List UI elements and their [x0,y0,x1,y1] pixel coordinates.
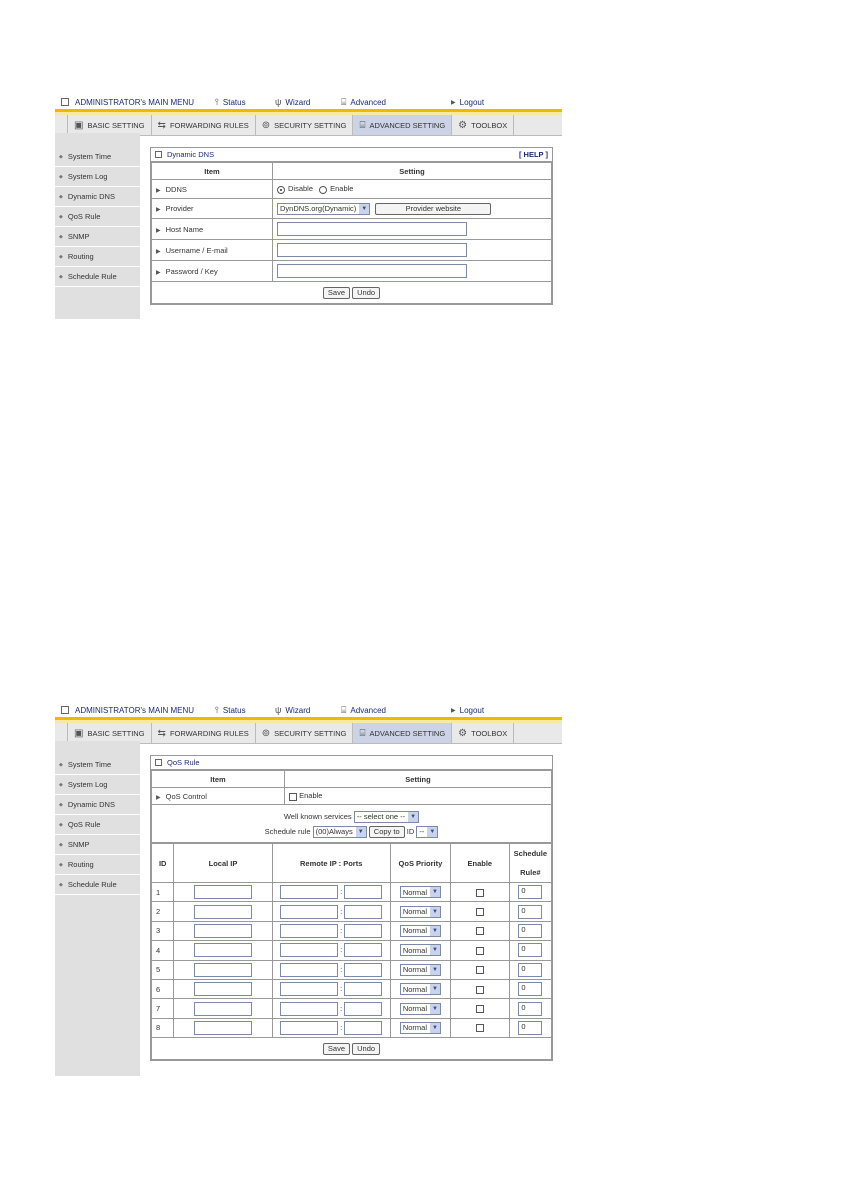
tab-security-setting[interactable]: ⊚ SECURITY SETTING [256,723,354,743]
local-ip-input[interactable] [194,905,252,919]
sidebar-item-system-log[interactable]: ◆ System Log [55,167,140,187]
port-separator: : [340,906,343,916]
save-button[interactable]: Save [323,287,350,299]
chevron-down-icon: ▼ [359,204,369,214]
local-ip-input[interactable] [194,1002,252,1016]
status-link[interactable]: ⫯ Status [215,704,246,715]
table-row [152,999,552,1018]
bullet-icon: ◆ [59,821,63,828]
column-header-item: Item [152,163,273,180]
remote-ip-input[interactable] [280,1021,338,1035]
bullet-icon: ◆ [59,781,63,788]
arrow-right-icon: ▶ [156,207,161,213]
main-menu-link[interactable]: ADMINISTRATOR's MAIN MENU [55,706,215,715]
well-known-services-select[interactable]: -- select one -- ▼ [354,811,419,823]
ddns-enable-radio[interactable]: Enable [319,184,353,193]
chevron-down-icon: ▼ [430,887,440,897]
sidebar-item-routing[interactable]: ◆ Routing [55,247,140,267]
qos-priority-select[interactable]: Normal ▼ [400,944,441,956]
column-header-setting: Setting [273,163,552,180]
arrow-right-icon: ▶ [451,707,456,714]
chevron-down-icon: ▼ [430,945,440,955]
column-header-item: Item [152,771,285,788]
qos-control-table [151,770,552,843]
panel-header [151,148,552,162]
advanced-link[interactable]: ⌸ Advanced [341,704,386,715]
chevron-down-icon: ▼ [430,926,440,936]
column-header-setting: Setting [285,771,552,788]
logout-link[interactable]: ▶ Logout [451,705,485,715]
arrow-right-icon: ▶ [156,794,161,801]
panel-title: Dynamic DNS [167,150,215,159]
qos-priority-select[interactable]: Normal ▼ [400,886,441,898]
chevron-down-icon: ▼ [430,1004,440,1014]
port-separator: : [340,945,343,955]
qos-priority-select[interactable]: Normal ▼ [400,925,441,937]
table-row [152,921,552,940]
signal-icon: ⫯ [215,704,219,715]
sidebar-item-qos-rule[interactable]: ◆ QoS Rule [55,207,140,227]
local-ip-input[interactable] [194,943,252,957]
row-id: 2 [152,902,174,921]
ddns-disable-radio[interactable]: Disable [277,184,313,193]
bullet-icon: ◆ [59,273,63,280]
port-separator: : [340,925,343,935]
schedule-rule-input[interactable]: 0 [518,905,542,919]
checkbox-icon [289,793,297,801]
row-id: 5 [152,960,174,979]
bullet-icon: ◆ [59,173,63,180]
logout-link[interactable]: ▶ Logout [451,97,485,107]
bullet-icon: ◆ [59,861,63,868]
table-row [152,1018,552,1037]
rule-enable-checkbox[interactable] [476,1024,484,1032]
id-label: ID [406,826,415,836]
local-ip-input[interactable] [194,1021,252,1035]
tab-security-setting[interactable]: ⊚ SECURITY SETTING [256,115,354,135]
radio-selected-icon [277,186,285,194]
signal-icon: ⫯ [215,96,219,107]
rule-enable-checkbox[interactable] [476,986,484,994]
remote-ports-input[interactable] [344,943,382,957]
id-select[interactable]: -- ▼ [416,826,438,838]
chevron-down-icon: ▼ [430,984,440,994]
chevron-down-icon: ▼ [430,907,440,917]
well-known-services-label: Well known services [283,811,352,821]
bullet-icon: ◆ [59,193,63,200]
book-icon: ▣ [74,727,84,739]
sidebar [55,133,140,319]
save-button[interactable]: Save [323,1043,350,1055]
schedule-rule-input[interactable]: 0 [518,963,542,977]
column-header-remote-ip-ports: Remote IP : Ports [272,844,390,883]
qos-rules-table [151,843,552,1060]
sidebar-item-routing[interactable]: ◆ Routing [55,855,140,875]
chevron-down-icon: ▼ [427,827,437,837]
remote-ports-input[interactable] [344,963,382,977]
column-header-schedule-rule: Schedule Rule# [509,844,551,883]
tab-advanced-setting[interactable]: ⌸ ADVANCED SETTING [353,723,452,743]
toolbox-icon: ⚙ [458,727,468,739]
host-name-input[interactable] [277,222,467,236]
row-id: 4 [152,941,174,960]
provider-website-button[interactable]: Provider website [375,203,491,215]
tab-toolbox[interactable]: ⚙ TOOLBOX [452,723,514,743]
provider-label: ▶ Provider [152,199,273,219]
schedule-rule-input[interactable]: 0 [518,885,542,899]
port-separator: : [340,1022,343,1032]
column-header-local-ip: Local IP [174,844,272,883]
undo-button[interactable]: Undo [352,1043,380,1055]
remote-ip-input[interactable] [280,943,338,957]
table-row [152,960,552,979]
wizard-link[interactable]: ψ Wizard [275,97,311,107]
square-icon [155,151,162,158]
remote-ip-input[interactable] [280,905,338,919]
column-header-id: ID [152,844,174,883]
arrow-right-icon: ▶ [156,227,161,234]
top-menu [55,703,562,717]
provider-select[interactable]: DynDNS.org(Dynamic) ▼ [277,203,370,215]
chevron-down-icon: ▼ [356,827,366,837]
port-separator: : [340,1003,343,1013]
ddns-table [151,162,552,304]
remote-ports-input[interactable] [344,1021,382,1035]
port-separator: : [340,984,343,994]
radio-icon [319,186,327,194]
remote-ports-input[interactable] [344,924,382,938]
square-icon [61,706,69,714]
panel-header [151,756,552,770]
rule-enable-checkbox[interactable] [476,966,484,974]
qos-rule-screenshot [55,703,562,1076]
remote-ports-input[interactable] [344,982,382,996]
qos-control-label: ▶ QoS Control [152,788,285,805]
tab-forwarding-rules[interactable]: ⇆ FORWARDING RULES [152,723,256,743]
sidebar-item-schedule-rule[interactable]: ◆ Schedule Rule [55,267,140,287]
wizard-link[interactable]: ψ Wizard [275,705,311,715]
remote-ports-input[interactable] [344,905,382,919]
column-header-enable: Enable [450,844,509,883]
sidebar-item-qos-rule[interactable]: ◆ QoS Rule [55,815,140,835]
remote-ip-input[interactable] [280,963,338,977]
arrow-right-icon: ▶ [156,248,161,255]
undo-button[interactable]: Undo [352,287,380,299]
arrow-right-icon: ▶ [156,269,161,276]
chevron-down-icon: ▼ [430,965,440,975]
host-name-label: ▶ Host Name [152,219,273,240]
remote-ip-input[interactable] [280,885,338,899]
schedule-rule-input[interactable]: 0 [518,982,542,996]
rule-enable-checkbox[interactable] [476,927,484,935]
username-label: ▶ Username / E-mail [152,240,273,261]
row-id: 3 [152,921,174,940]
port-separator: : [340,964,343,974]
advanced-icon: ⌸ [359,727,366,739]
row-id: 1 [152,883,174,902]
local-ip-input[interactable] [194,982,252,996]
local-ip-input[interactable] [194,963,252,977]
tab-forwarding-rules[interactable]: ⇆ FORWARDING RULES [152,115,256,135]
bullet-icon: ◆ [59,153,63,160]
arrow-right-icon: ▶ [451,99,456,106]
remote-ip-input[interactable] [280,924,338,938]
schedule-rule-input[interactable]: 0 [518,943,542,957]
local-ip-input[interactable] [194,924,252,938]
sidebar-item-dynamic-dns[interactable]: ◆ Dynamic DNS [55,187,140,207]
bullet-icon: ◆ [59,253,63,260]
remote-ports-input[interactable] [344,885,382,899]
security-icon: ⊚ [261,119,271,131]
row-id: 8 [152,1018,174,1037]
wand-icon: ψ [275,705,282,715]
table-row [152,883,552,902]
port-separator: : [340,887,343,897]
password-label: ▶ Password / Key [152,261,273,282]
qos-priority-select[interactable]: Normal ▼ [400,1003,441,1015]
sidebar-item-system-time[interactable]: ◆ System Time [55,147,140,167]
sidebar-item-system-log[interactable]: ◆ System Log [55,775,140,795]
forward-icon: ⇆ [157,119,166,131]
qos-rule-panel [150,755,553,1061]
row-id: 6 [152,979,174,998]
bullet-icon: ◆ [59,801,63,808]
schedule-rule-label: Schedule rule [264,826,311,836]
square-icon [61,98,69,106]
qos-priority-select[interactable]: Normal ▼ [400,964,441,976]
help-link[interactable]: [ HELP ] [518,150,548,159]
toolbox-icon: ⚙ [458,119,468,131]
sidebar-item-system-time[interactable]: ◆ System Time [55,755,140,775]
table-row [152,941,552,960]
wand-icon: ψ [275,97,282,107]
qos-priority-select[interactable]: Normal ▼ [400,906,441,918]
row-id: 7 [152,999,174,1018]
qos-priority-select[interactable]: Normal ▼ [400,1022,441,1034]
schedule-rule-input[interactable]: 0 [518,1002,542,1016]
sidebar-item-snmp[interactable]: ◆ SNMP [55,227,140,247]
password-input[interactable] [277,264,467,278]
main-menu-link[interactable]: ADMINISTRATOR's MAIN MENU [55,98,215,107]
advanced-icon: ⌸ [341,96,347,107]
schedule-rule-input[interactable]: 0 [518,1021,542,1035]
sidebar [55,741,140,1076]
tab-toolbox[interactable]: ⚙ TOOLBOX [452,115,514,135]
bullet-icon: ◆ [59,213,63,220]
remote-ip-input[interactable] [280,982,338,996]
dynamic-dns-panel [150,147,553,305]
tab-basic-setting[interactable]: ▣ BASIC SETTING [67,723,152,743]
local-ip-input[interactable] [194,885,252,899]
remote-ports-input[interactable] [344,1002,382,1016]
copy-to-button[interactable]: Copy to [369,826,405,838]
bullet-icon: ◆ [59,881,63,888]
username-input[interactable] [277,243,467,257]
square-icon [155,759,162,766]
advanced-link[interactable]: ⌸ Advanced [341,96,386,107]
rule-enable-checkbox[interactable] [476,1005,484,1013]
security-icon: ⊚ [261,727,271,739]
schedule-rule-input[interactable]: 0 [518,924,542,938]
sidebar-item-dynamic-dns[interactable]: ◆ Dynamic DNS [55,795,140,815]
panel-title: QoS Rule [167,758,200,767]
remote-ip-input[interactable] [280,1002,338,1016]
tab-advanced-setting[interactable]: ⌸ ADVANCED SETTING [353,115,452,135]
forward-icon: ⇆ [157,727,166,739]
table-row [152,979,552,998]
schedule-rule-select[interactable]: (00)Always ▼ [313,826,367,838]
rule-enable-checkbox[interactable] [476,889,484,897]
top-menu [55,95,562,109]
qos-control-enable[interactable]: Enable [285,788,552,805]
advanced-icon: ⌸ [359,119,366,131]
qos-priority-select[interactable]: Normal ▼ [400,983,441,995]
book-icon: ▣ [74,119,84,131]
rule-enable-checkbox[interactable] [476,947,484,955]
ddns-label: ▶ DDNS [152,180,273,199]
status-link[interactable]: ⫯ Status [215,96,246,107]
dynamic-dns-screenshot [55,95,562,319]
bullet-icon: ◆ [59,841,63,848]
tab-basic-setting[interactable]: ▣ BASIC SETTING [67,115,152,135]
bullet-icon: ◆ [59,761,63,768]
column-header-qos-priority: QoS Priority [390,844,450,883]
chevron-down-icon: ▼ [430,1023,440,1033]
table-row [152,902,552,921]
chevron-down-icon: ▼ [408,812,418,822]
sidebar-item-schedule-rule[interactable]: ◆ Schedule Rule [55,875,140,895]
advanced-icon: ⌸ [341,704,347,715]
rule-enable-checkbox[interactable] [476,908,484,916]
arrow-right-icon: ▶ [156,187,161,194]
sidebar-item-snmp[interactable]: ◆ SNMP [55,835,140,855]
bullet-icon: ◆ [59,233,63,240]
